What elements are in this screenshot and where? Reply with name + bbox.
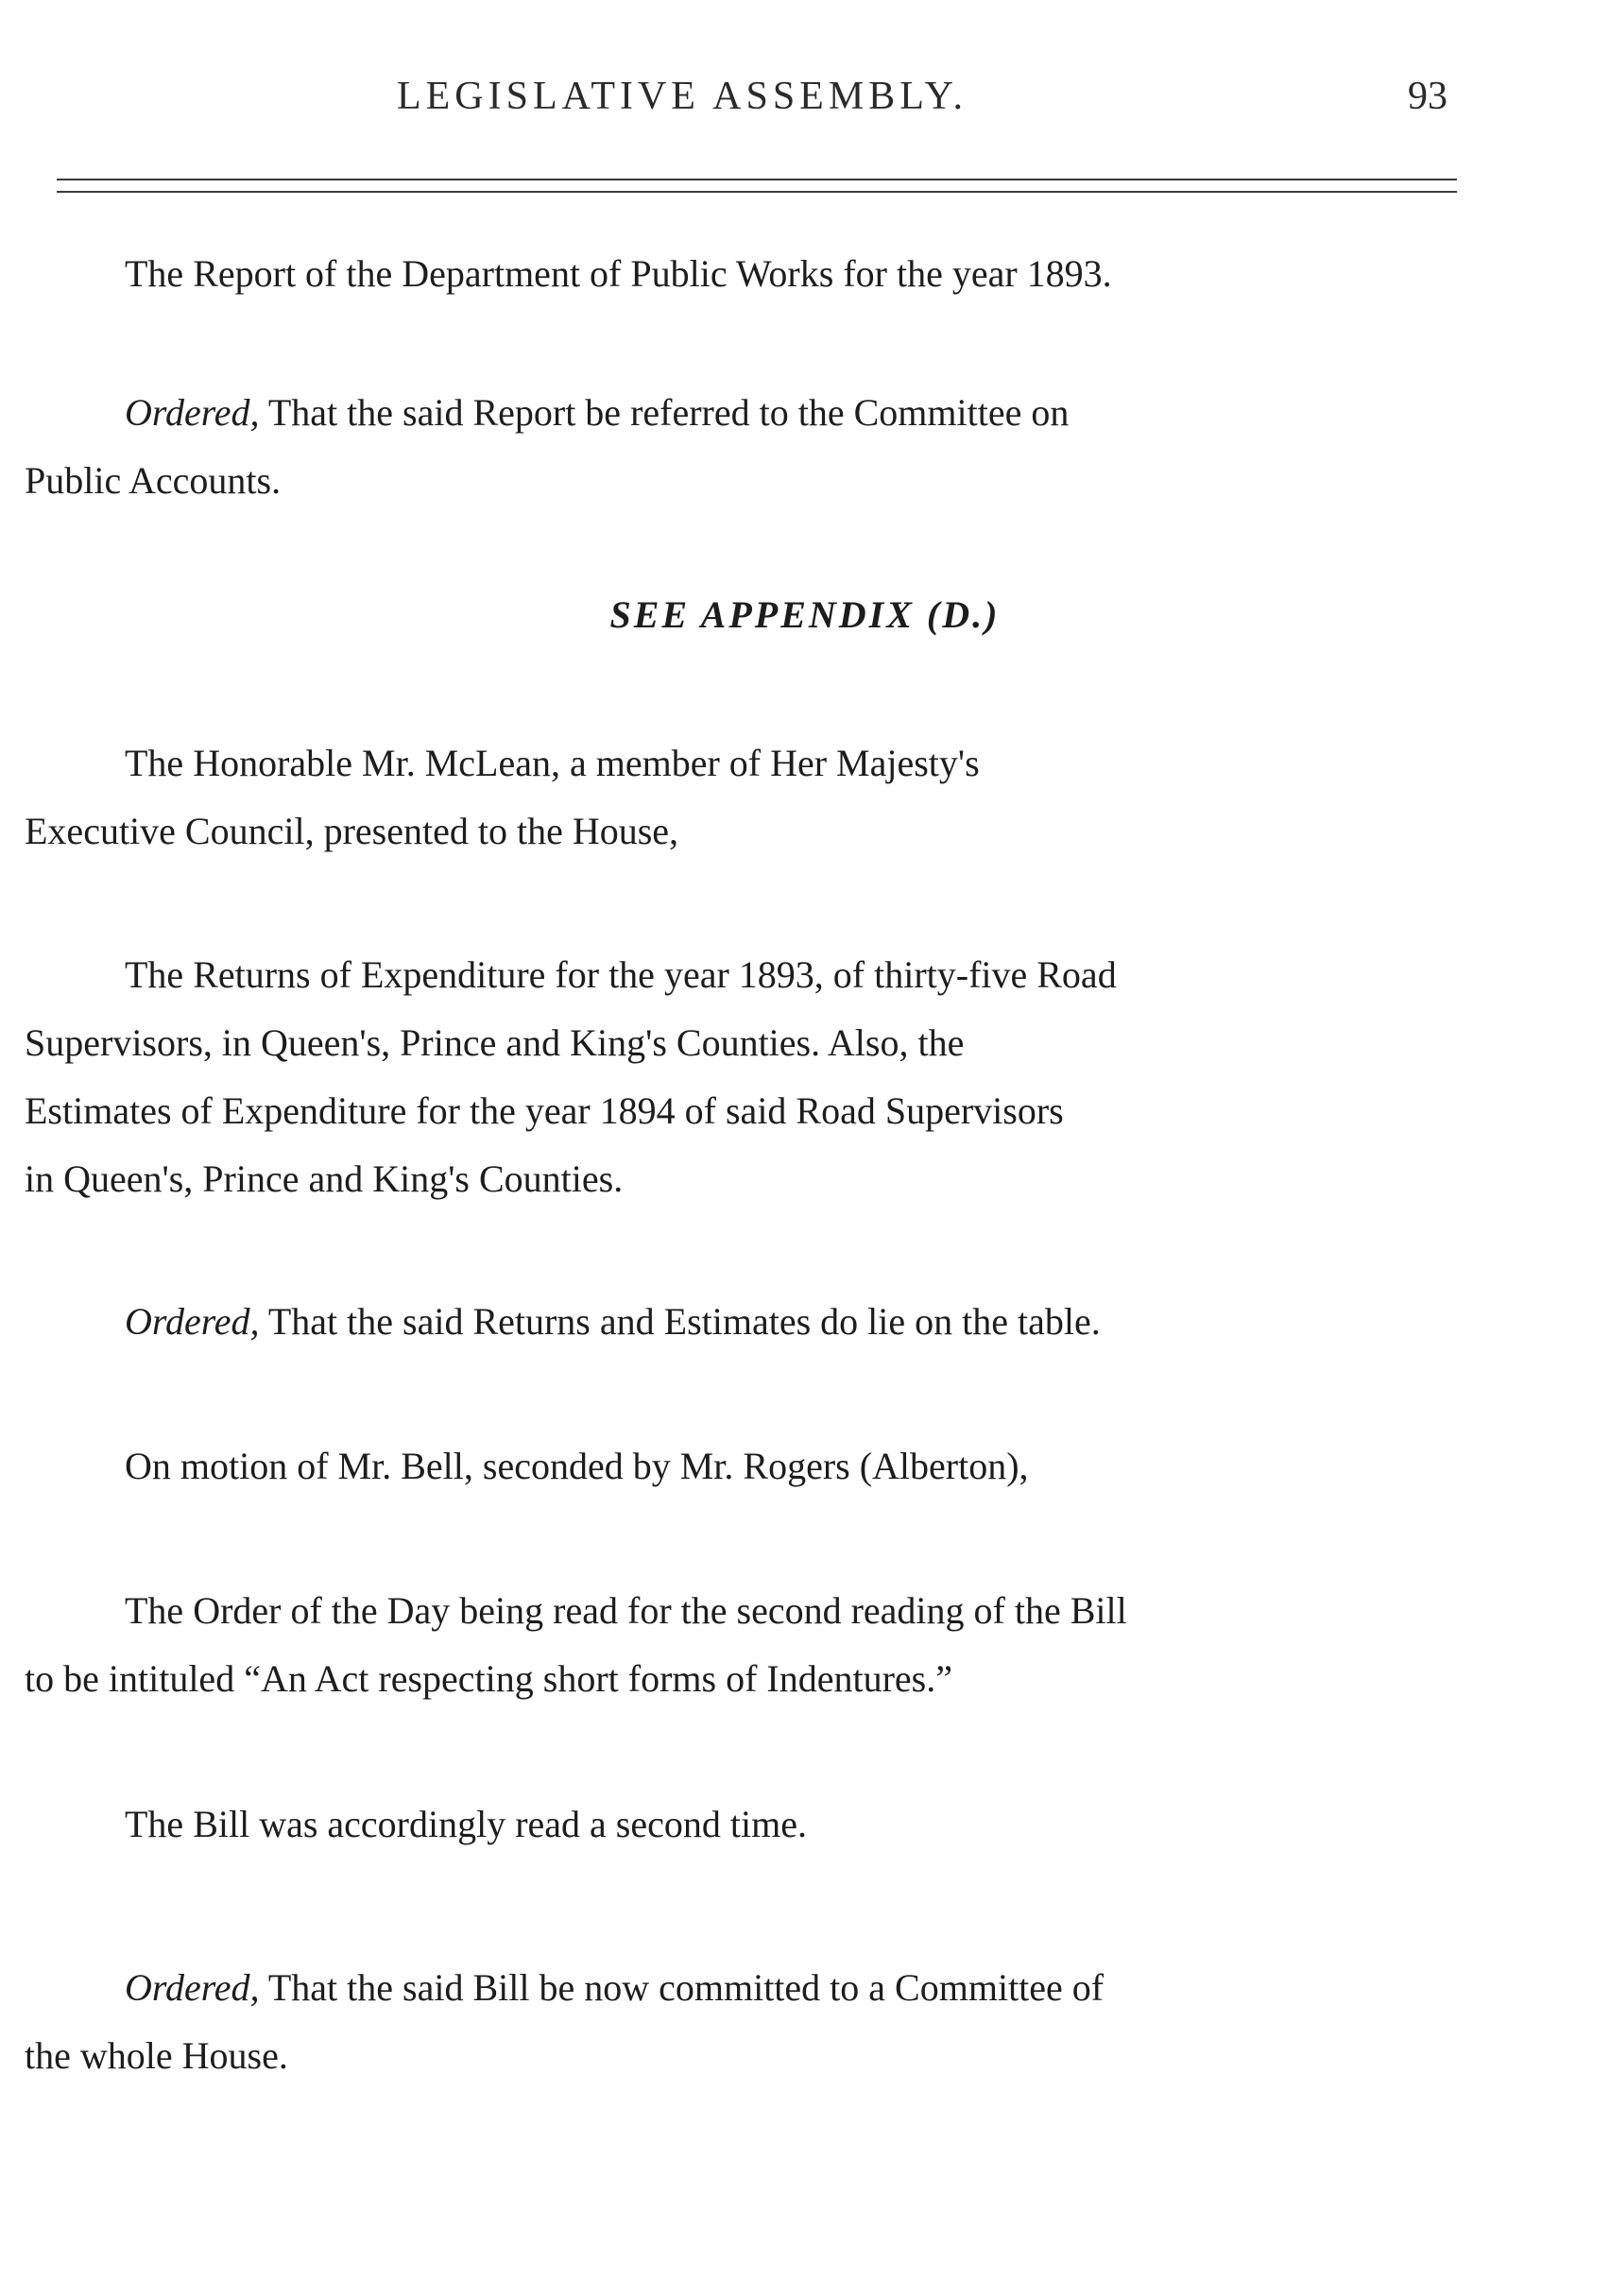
paragraph-line (25, 1288, 1457, 1356)
paragraph-order-of-day (25, 1577, 1457, 1713)
page-number: 93 (1408, 75, 1447, 118)
paragraph-text: That the said Bill be now committed to a Committee of (259, 1966, 1105, 2009)
paragraph-line (25, 379, 1457, 447)
ordered-lead: Ordered, (125, 1966, 260, 2009)
paragraph-text: That the said Report be referred to the Committee on (259, 391, 1070, 434)
header-rule-upper (57, 179, 1457, 180)
running-header (0, 74, 1610, 130)
paragraph-ordered-committee-whole (25, 1954, 1457, 2090)
ordered-lead: Ordered, (125, 1300, 260, 1343)
paragraph-line: The Report of the Department of Public Works for the year 1893. (125, 252, 1112, 295)
header-rule-lower (57, 191, 1457, 193)
paragraph-report-public-works (25, 240, 1457, 308)
appendix-heading: SEE APPENDIX (D.) (609, 593, 1001, 636)
paragraph-line: to be intituled “An Act respecting short forms of Indentures.” (25, 1657, 952, 1700)
paragraph-line: Public Accounts. (25, 459, 282, 502)
paragraph-line: the whole House. (25, 2034, 288, 2077)
paragraph-line: On motion of Mr. Bell, seconded by Mr. Rogers (Alberton), (125, 1445, 1029, 1487)
paragraph-ordered-lie-on-table (25, 1288, 1457, 1356)
paragraph-line: The Returns of Expenditure for the year 1893, of thirty-five Road (125, 953, 1117, 996)
paragraph-line: The Order of the Day being read for the second reading of the Bill (125, 1589, 1127, 1632)
paragraph-line: in Queen's, Prince and King's Counties. (25, 1157, 624, 1200)
paragraph-ordered-refer-committee (25, 379, 1457, 515)
paragraph-line: The Bill was accordingly read a second time. (125, 1803, 807, 1845)
paragraph-line: Executive Council, presented to the House, (25, 810, 679, 852)
paragraph-line: Estimates of Expenditure for the year 1894 of said Road Supervisors (25, 1089, 1064, 1132)
paragraph-text: That the said Returns and Estimates do lie on the table. (259, 1300, 1101, 1343)
paragraph-bill-second-reading (25, 1791, 1457, 1859)
paragraph-line: The Honorable Mr. McLean, a member of Her Majesty's (125, 742, 980, 784)
ordered-lead: Ordered, (125, 391, 260, 434)
running-title: LEGISLATIVE ASSEMBLY. (397, 75, 968, 118)
paragraph-motion-bell (25, 1432, 1457, 1500)
paragraph-mclean-presented (25, 729, 1457, 865)
paragraph-line: Supervisors, in Queen's, Prince and King's Counties. Also, the (25, 1021, 965, 1064)
paragraph-line (25, 1954, 1457, 2022)
paragraph-returns-expenditure (25, 941, 1457, 1213)
